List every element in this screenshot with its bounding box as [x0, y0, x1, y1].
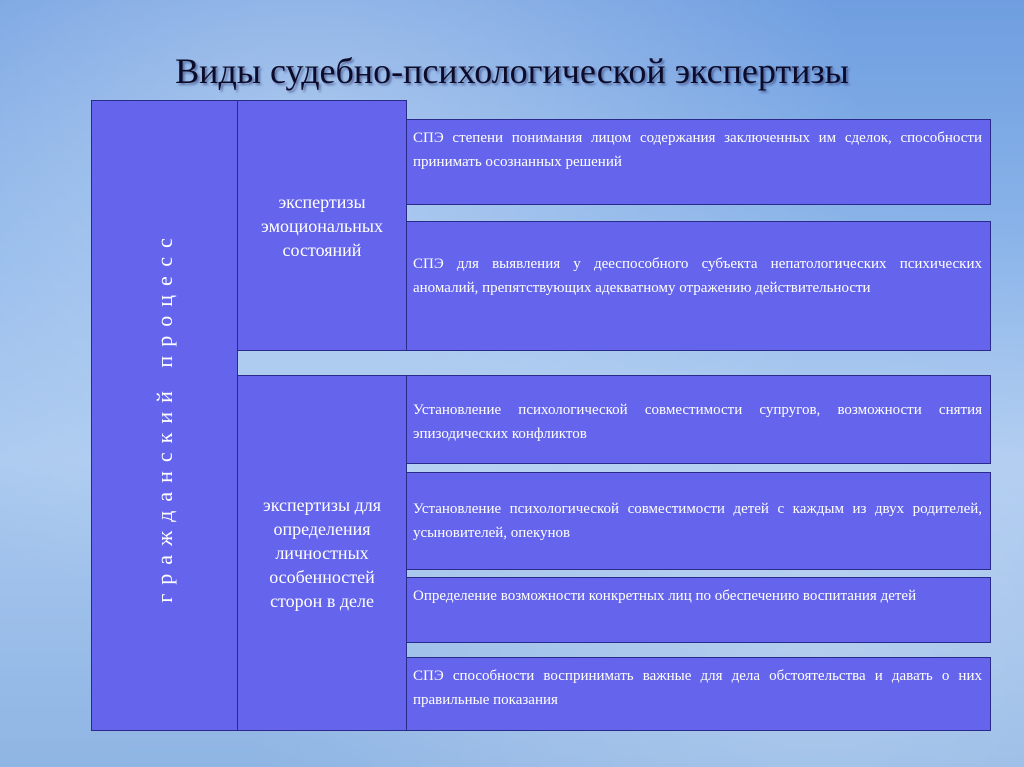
expertise-item: СПЭ для выявления у дееспособного субъекта непатологических психических аномалий, препятствующих адекватному отражению действительности: [406, 221, 991, 351]
process-column: [91, 100, 238, 731]
category-label: экспертизы эмоциональных состояний: [261, 191, 383, 260]
expertise-item: СПЭ степени понимания лицом содержания заключенных им сделок, способности принимать осознанных решений: [406, 119, 991, 205]
expertise-item: Определение возможности конкретных лиц по обеспечению воспитания детей: [406, 577, 991, 643]
process-label: гражданский процесс: [151, 228, 177, 603]
slide-title: Виды судебно-психологической экспертизы: [175, 51, 849, 91]
category-personality-traits: [237, 375, 407, 731]
category-emotional-states: [237, 100, 407, 351]
expertise-item: Установление психологической совместимости детей с каждым из двух родителей, усыновителей, опекунов: [406, 472, 991, 570]
category-label: экспертизы для определения личностных особенностей сторон в деле: [262, 495, 382, 611]
expertise-item: СПЭ способности воспринимать важные для дела обстоятельства и давать о них правильные показания: [406, 657, 991, 731]
expertise-item: Установление психологической совместимости супругов, возможности снятия эпизодических конфликтов: [406, 375, 991, 464]
